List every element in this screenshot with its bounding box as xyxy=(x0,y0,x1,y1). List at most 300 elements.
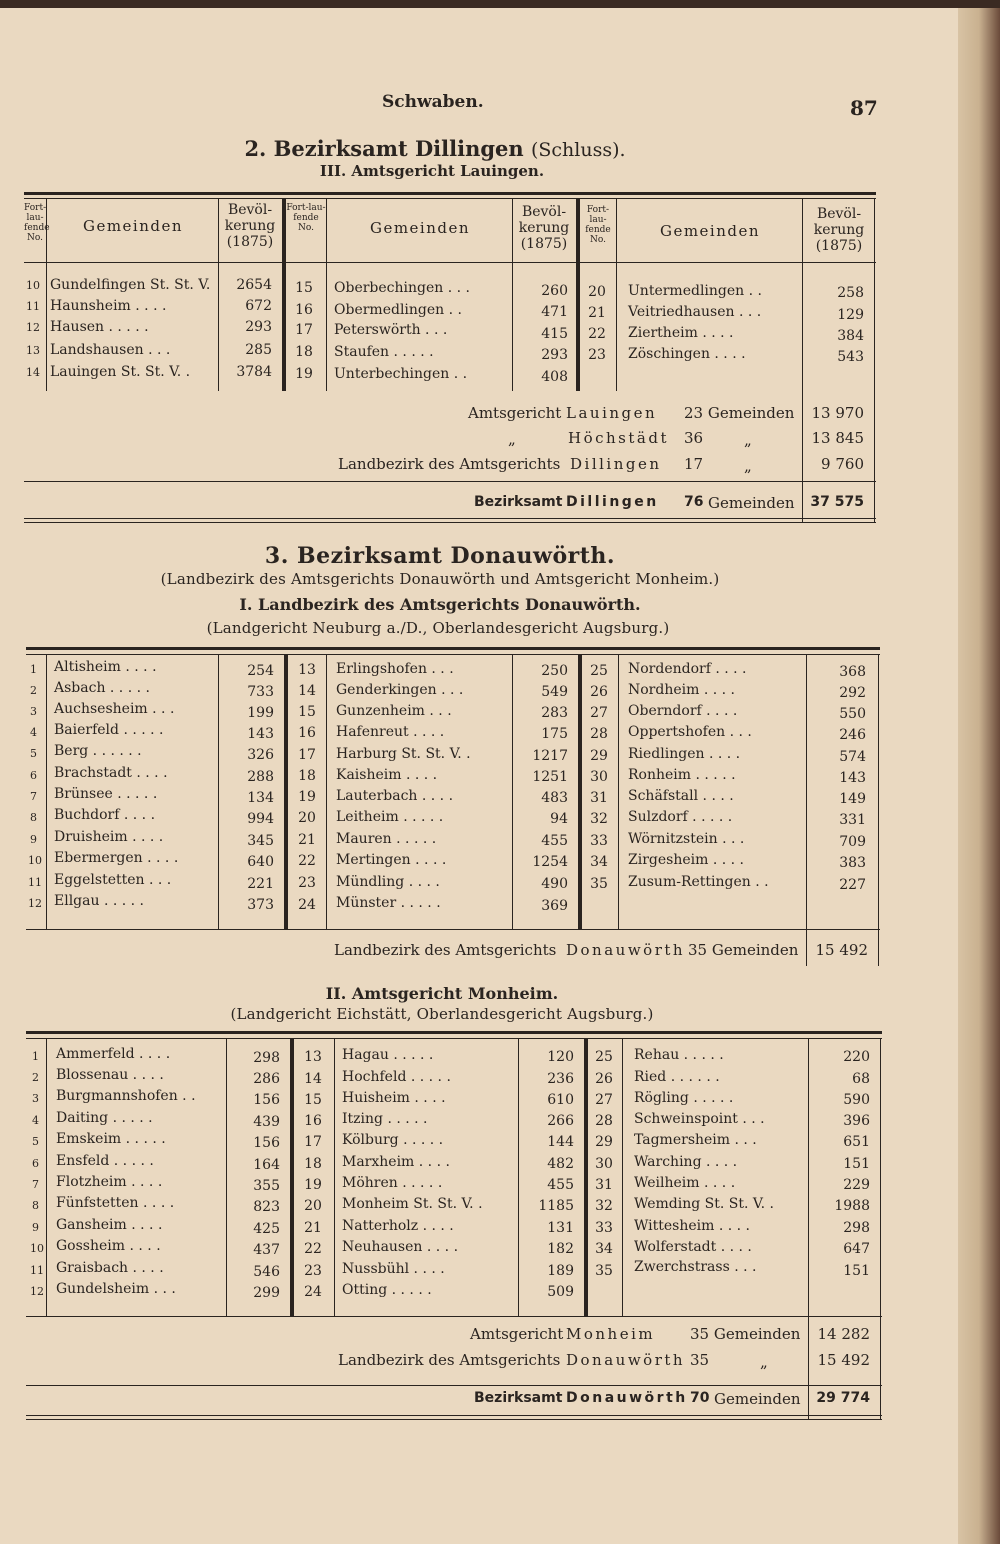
list-item-no: 29 xyxy=(590,748,608,764)
summary-place: Lauingen xyxy=(566,404,658,422)
list-item-name: Mauren . . . . . xyxy=(336,831,437,847)
grand-total: 37 575 xyxy=(810,494,864,510)
list-item-name: Ensfeld . . . . . xyxy=(56,1153,154,1169)
list-item-pop: 369 xyxy=(541,898,568,914)
list-item-name: Schäfstall . . . . xyxy=(628,788,734,804)
summary-total: 15 492 xyxy=(815,941,868,959)
list-item-pop: 490 xyxy=(541,876,568,892)
summary-ditto: „ xyxy=(508,430,516,448)
list-item-pop: 439 xyxy=(253,1114,280,1130)
list-item-pop: 1185 xyxy=(538,1198,574,1214)
list-item-no: 8 xyxy=(30,811,37,824)
list-item-pop: 1251 xyxy=(532,769,568,785)
list-item-name: Erlingshofen . . . xyxy=(336,661,454,677)
list-item-name: Gansheim . . . . xyxy=(56,1217,163,1233)
list-item-no: 14 xyxy=(304,1071,322,1087)
list-item-no: 26 xyxy=(595,1071,613,1087)
list-item-pop: 227 xyxy=(839,877,866,893)
list-item-no: 18 xyxy=(298,768,316,784)
list-item-no: 13 xyxy=(304,1049,322,1065)
list-item-no: 23 xyxy=(588,347,606,363)
list-item-pop: 733 xyxy=(247,684,274,700)
list-item-name: Itzing . . . . . xyxy=(342,1111,428,1127)
list-item-pop: 229 xyxy=(843,1177,870,1193)
list-item-pop: 1217 xyxy=(532,748,568,764)
grand-place: Dillingen xyxy=(566,494,659,510)
list-item-no: 20 xyxy=(298,810,316,826)
list-item-pop: 610 xyxy=(547,1092,574,1108)
list-item-no: 14 xyxy=(26,366,40,379)
list-item-name: Monheim St. St. V. . xyxy=(342,1196,483,1212)
summary-count: 35 Gemeinden xyxy=(688,941,799,959)
list-item-no: 27 xyxy=(595,1092,613,1108)
list-item-no: 21 xyxy=(588,305,606,321)
list-item-no: 19 xyxy=(304,1177,322,1193)
list-item-pop: 260 xyxy=(541,283,568,299)
list-item-no: 7 xyxy=(32,1178,39,1191)
list-item-pop: 709 xyxy=(839,834,866,850)
list-item-pop: 131 xyxy=(547,1220,574,1236)
list-item-pop: 373 xyxy=(247,897,274,913)
list-item-pop: 258 xyxy=(837,285,864,301)
list-item-no: 4 xyxy=(30,726,37,739)
list-item-no: 26 xyxy=(590,684,608,700)
list-item-name: Landshausen . . . xyxy=(50,342,171,358)
list-item-pop: 298 xyxy=(253,1050,280,1066)
list-item-name: Lauterbach . . . . xyxy=(336,788,454,804)
list-item-pop: 250 xyxy=(541,663,568,679)
grand-total: 29 774 xyxy=(816,1390,870,1406)
list-item-no: 22 xyxy=(588,326,606,342)
col-head-no-3: Fort-lau-fende No. xyxy=(585,205,611,245)
list-item-no: 15 xyxy=(304,1092,322,1108)
list-item-pop: 383 xyxy=(839,855,866,871)
list-item-no: 1 xyxy=(32,1050,39,1063)
summary-label: Landbezirk des Amtsgerichts xyxy=(338,1351,561,1369)
list-item-pop: 189 xyxy=(547,1263,574,1279)
list-item-name: Veitriedhausen . . . xyxy=(628,304,762,320)
list-item-no: 11 xyxy=(26,300,40,313)
summary-count: 35 Gemeinden xyxy=(690,1325,801,1343)
list-item-no: 12 xyxy=(30,1285,44,1298)
list-item-pop: 482 xyxy=(547,1156,574,1172)
list-item-no: 24 xyxy=(298,897,316,913)
col-head-pop-3: Bevöl-kerung (1875) xyxy=(813,206,865,254)
list-item-no: 2 xyxy=(30,684,37,697)
list-item-no: 34 xyxy=(595,1241,613,1257)
list-item-name: Blossenau . . . . xyxy=(56,1067,164,1083)
list-item-pop: 144 xyxy=(547,1134,574,1150)
list-item-pop: 368 xyxy=(839,664,866,680)
list-item-pop: 415 xyxy=(541,326,568,342)
list-item-pop: 994 xyxy=(247,811,274,827)
list-item-no: 31 xyxy=(595,1177,613,1193)
list-item-pop: 483 xyxy=(541,790,568,806)
list-item-name: Brachstadt . . . . xyxy=(54,765,168,781)
list-item-name: Wittesheim . . . . xyxy=(634,1218,750,1234)
list-item-no: 32 xyxy=(595,1198,613,1214)
col-head-pop-2: Bevöl-kerung (1875) xyxy=(518,204,570,252)
list-item-no: 18 xyxy=(295,344,313,360)
list-item-name: Möhren . . . . . xyxy=(342,1175,443,1191)
list-item-pop: 651 xyxy=(843,1134,870,1150)
list-item-pop: 175 xyxy=(541,726,568,742)
list-item-pop: 288 xyxy=(247,769,274,785)
summary-place: Donauwörth xyxy=(566,1351,686,1369)
list-item-pop: 266 xyxy=(547,1113,574,1129)
list-item-no: 13 xyxy=(26,344,40,357)
list-item-pop: 151 xyxy=(843,1156,870,1172)
list-item-no: 25 xyxy=(590,663,608,679)
summary-place: Monheim xyxy=(566,1325,656,1343)
list-item-pop: 199 xyxy=(247,705,274,721)
list-item-name: Genderkingen . . . xyxy=(336,682,464,698)
list-item-name: Gundelfingen St. St. V. xyxy=(50,277,211,293)
list-item-name: Oberbechingen . . . xyxy=(334,280,470,296)
list-item-no: 5 xyxy=(30,747,37,760)
col-head-name-1: Gemeinden xyxy=(82,217,184,235)
list-item-no: 18 xyxy=(304,1156,322,1172)
summary-label: Amtsgericht xyxy=(470,1325,564,1343)
list-item-pop: 293 xyxy=(541,347,568,363)
list-item-no: 23 xyxy=(304,1263,322,1279)
list-item-name: Oberndorf . . . . xyxy=(628,703,738,719)
list-item-no: 10 xyxy=(30,1242,44,1255)
list-item-pop: 143 xyxy=(247,726,274,742)
list-item-name: Hausen . . . . . xyxy=(50,319,149,335)
list-item-name: Gunzenheim . . . xyxy=(336,703,452,719)
list-item-pop: 254 xyxy=(247,663,274,679)
list-item-pop: 134 xyxy=(247,790,274,806)
list-item-no: 2 xyxy=(32,1071,39,1084)
list-item-name: Leitheim . . . . . xyxy=(336,809,444,825)
summary-label: Amtsgericht xyxy=(468,404,562,422)
list-item-pop: 437 xyxy=(253,1242,280,1258)
list-item-name: Unterbechingen . . xyxy=(334,366,468,382)
list-item-name: Berg . . . . . . xyxy=(54,743,142,759)
list-item-name: Sulzdorf . . . . . xyxy=(628,809,733,825)
list-item-name: Asbach . . . . . xyxy=(54,680,150,696)
list-item-pop: 299 xyxy=(253,1285,280,1301)
list-item-name: Eggelstetten . . . xyxy=(54,872,172,888)
list-item-pop: 236 xyxy=(547,1071,574,1087)
list-item-name: Münster . . . . . xyxy=(336,895,441,911)
summary-place: Donauwörth xyxy=(566,941,686,959)
list-item-no: 24 xyxy=(304,1284,322,1300)
list-item-no: 30 xyxy=(590,769,608,785)
list-item-name: Wemding St. St. V. . xyxy=(634,1196,774,1212)
list-item-pop: 220 xyxy=(843,1049,870,1065)
list-item-pop: 672 xyxy=(245,298,272,314)
section-2-title-main: 2. Bezirksamt Dillingen xyxy=(244,136,524,161)
list-item-pop: 355 xyxy=(253,1178,280,1194)
list-item-pop: 543 xyxy=(837,349,864,365)
summary-place: Dillingen xyxy=(570,455,662,473)
list-item-name: Schweinspoint . . . xyxy=(634,1111,765,1127)
part-1-subtitle: I. Landbezirk des Amtsgerichts Donauwörth. xyxy=(239,595,641,614)
col-head-pop-1: Bevöl-kerung (1875) xyxy=(224,202,276,250)
list-item-name: Gossheim . . . . xyxy=(56,1238,161,1254)
list-item-name: Staufen . . . . . xyxy=(334,344,434,360)
summary-count: 35 xyxy=(690,1351,710,1369)
list-item-name: Ammerfeld . . . . xyxy=(56,1046,171,1062)
list-item-name: Huisheim . . . . xyxy=(342,1090,446,1106)
list-item-pop: 331 xyxy=(839,812,866,828)
list-item-name: Buchdorf . . . . xyxy=(54,807,156,823)
list-item-no: 19 xyxy=(295,366,313,382)
list-item-no: 23 xyxy=(298,875,316,891)
list-item-name: Mündling . . . . xyxy=(336,874,440,890)
list-item-no: 16 xyxy=(298,725,316,741)
col-head-no-1: Fort-lau-fende No. xyxy=(24,203,50,243)
list-item-name: Brünsee . . . . . xyxy=(54,786,158,802)
list-item-name: Riedlingen . . . . xyxy=(628,746,741,762)
list-item-name: Druisheim . . . . xyxy=(54,829,164,845)
list-item-no: 28 xyxy=(595,1113,613,1129)
list-item-pop: 164 xyxy=(253,1157,280,1173)
list-item-pop: 384 xyxy=(837,328,864,344)
list-item-name: Haunsheim . . . . xyxy=(50,298,167,314)
list-item-no: 15 xyxy=(298,704,316,720)
summary-total: 14 282 xyxy=(817,1325,870,1343)
list-item-pop: 549 xyxy=(541,684,568,700)
list-item-pop: 425 xyxy=(253,1221,280,1237)
list-item-no: 6 xyxy=(30,769,37,782)
list-item-pop: 396 xyxy=(843,1113,870,1129)
list-item-name: Auchsesheim . . . xyxy=(54,701,175,717)
list-item-name: Ellgau . . . . . xyxy=(54,893,145,909)
summary-total: 9 760 xyxy=(821,455,864,473)
list-item-pop: 345 xyxy=(247,833,274,849)
list-item-pop: 326 xyxy=(247,747,274,763)
list-item-no: 11 xyxy=(30,1264,44,1277)
right-page-edge xyxy=(958,8,1000,1544)
list-item-name: Wolferstadt . . . . xyxy=(634,1239,752,1255)
list-item-name: Graisbach . . . . xyxy=(56,1260,164,1276)
summary-ditto: „ xyxy=(744,457,752,475)
list-item-pop: 283 xyxy=(541,705,568,721)
list-item-name: Ried . . . . . . xyxy=(634,1069,720,1085)
list-item-name: Hochfeld . . . . . xyxy=(342,1069,451,1085)
list-item-no: 27 xyxy=(590,705,608,721)
list-item-pop: 149 xyxy=(839,791,866,807)
list-item-pop: 590 xyxy=(843,1092,870,1108)
list-item-pop: 574 xyxy=(839,749,866,765)
page-number: 87 xyxy=(850,96,878,120)
list-item-name: Baierfeld . . . . . xyxy=(54,722,164,738)
list-item-name: Zwerchstrass . . . xyxy=(634,1259,757,1275)
list-item-no: 10 xyxy=(26,279,40,292)
list-item-name: Emskeim . . . . . xyxy=(56,1131,166,1147)
grand-count: 76 xyxy=(684,494,704,510)
list-item-no: 16 xyxy=(295,302,313,318)
list-item-name: Tagmersheim . . . xyxy=(634,1132,757,1148)
list-item-pop: 823 xyxy=(253,1199,280,1215)
list-item-name: Wörnitzstein . . . xyxy=(628,831,745,847)
list-item-pop: 640 xyxy=(247,854,274,870)
grand-unit: Gemeinden xyxy=(708,494,795,512)
list-item-no: 33 xyxy=(590,833,608,849)
list-item-no: 22 xyxy=(304,1241,322,1257)
list-item-pop: 151 xyxy=(843,1263,870,1279)
list-item-name: Neuhausen . . . . xyxy=(342,1239,459,1255)
list-item-pop: 1988 xyxy=(834,1198,870,1214)
list-item-no: 12 xyxy=(26,321,40,334)
list-item-no: 1 xyxy=(30,663,37,676)
list-item-no: 22 xyxy=(298,853,316,869)
list-item-pop: 455 xyxy=(547,1177,574,1193)
list-item-name: Obermedlingen . . xyxy=(334,302,462,318)
section-2-title xyxy=(35,136,835,161)
list-item-no: 9 xyxy=(32,1221,39,1234)
list-item-no: 10 xyxy=(28,854,42,867)
col-head-no-2: Fort-lau-fende No. xyxy=(286,203,326,233)
list-item-name: Warching . . . . xyxy=(634,1154,738,1170)
grand-label: Bezirksamt xyxy=(474,1390,563,1406)
summary-count: 17 xyxy=(684,455,704,473)
list-item-no: 17 xyxy=(304,1134,322,1150)
section-3-title: 3. Bezirksamt Donauwörth. xyxy=(264,543,616,569)
list-item-name: Oppertshofen . . . xyxy=(628,724,752,740)
list-item-no: 29 xyxy=(595,1134,613,1150)
list-item-no: 21 xyxy=(304,1220,322,1236)
list-item-name: Fünfstetten . . . . xyxy=(56,1195,175,1211)
part-1-note: (Landgericht Neuburg a./D., Oberlandesgericht Augsburg.) xyxy=(206,619,670,637)
list-item-pop: 285 xyxy=(245,342,272,358)
list-item-no: 5 xyxy=(32,1135,39,1148)
list-item-name: Peterswörth . . . xyxy=(334,322,448,338)
list-item-pop: 68 xyxy=(852,1071,870,1087)
list-item-name: Nordendorf . . . . xyxy=(628,661,747,677)
list-item-pop: 408 xyxy=(541,369,568,385)
list-item-no: 32 xyxy=(590,811,608,827)
list-item-pop: 156 xyxy=(253,1135,280,1151)
list-item-pop: 293 xyxy=(245,319,272,335)
list-item-no: 17 xyxy=(298,747,316,763)
list-item-no: 25 xyxy=(595,1049,613,1065)
list-item-no: 20 xyxy=(588,284,606,300)
list-item-no: 20 xyxy=(304,1198,322,1214)
list-item-pop: 1254 xyxy=(532,854,568,870)
list-item-name: Ebermergen . . . . xyxy=(54,850,179,866)
summary-place: Höchstädt xyxy=(568,429,669,447)
list-item-pop: 647 xyxy=(843,1241,870,1257)
list-item-pop: 143 xyxy=(839,770,866,786)
list-item-no: 4 xyxy=(32,1114,39,1127)
list-item-no: 21 xyxy=(298,832,316,848)
summary-total: 13 970 xyxy=(811,404,864,422)
list-item-name: Zusum-Rettingen . . xyxy=(628,874,769,890)
grand-unit: Gemeinden xyxy=(714,1390,801,1408)
summary-total: 13 845 xyxy=(811,429,864,447)
list-item-pop: 129 xyxy=(837,307,864,323)
list-item-no: 7 xyxy=(30,790,37,803)
list-item-name: Weilheim . . . . xyxy=(634,1175,736,1191)
list-item-name: Untermedlingen . . xyxy=(628,283,762,299)
list-item-no: 14 xyxy=(298,683,316,699)
list-item-no: 15 xyxy=(295,280,313,296)
list-item-no: 33 xyxy=(595,1220,613,1236)
list-item-no: 28 xyxy=(590,726,608,742)
list-item-name: Rehau . . . . . xyxy=(634,1047,724,1063)
list-item-pop: 94 xyxy=(550,811,568,827)
list-item-pop: 2654 xyxy=(236,277,272,293)
list-item-name: Zirgesheim . . . . xyxy=(628,852,744,868)
list-item-no: 34 xyxy=(590,854,608,870)
list-item-pop: 546 xyxy=(253,1264,280,1280)
list-item-no: 31 xyxy=(590,790,608,806)
list-item-name: Mertingen . . . . xyxy=(336,852,447,868)
list-item-pop: 221 xyxy=(247,876,274,892)
list-item-name: Harburg St. St. V. . xyxy=(336,746,471,762)
list-item-no: 16 xyxy=(304,1113,322,1129)
summary-count: 23 Gemeinden xyxy=(684,404,795,422)
list-item-no: 19 xyxy=(298,789,316,805)
list-item-pop: 455 xyxy=(541,833,568,849)
list-item-name: Hagau . . . . . xyxy=(342,1047,434,1063)
part-2-subtitle: II. Amtsgericht Monheim. xyxy=(325,984,559,1003)
list-item-name: Hafenreut . . . . xyxy=(336,724,445,740)
summary-label: Landbezirk des Amtsgerichts xyxy=(334,941,557,959)
summary-ditto: „ xyxy=(760,1353,768,1371)
summary-ditto: „ xyxy=(744,431,752,449)
grand-place: Donauwörth xyxy=(566,1390,688,1406)
section-3-note: (Landbezirk des Amtsgerichts Donauwörth und Amtsgericht Monheim.) xyxy=(160,570,720,588)
list-item-no: 35 xyxy=(595,1263,613,1279)
summary-label: Landbezirk des Amtsgerichts xyxy=(338,455,561,473)
list-item-pop: 550 xyxy=(839,706,866,722)
list-item-name: Burgmannshofen . . xyxy=(56,1088,196,1104)
list-item-pop: 182 xyxy=(547,1241,574,1257)
list-item-no: 6 xyxy=(32,1157,39,1170)
list-item-pop: 292 xyxy=(839,685,866,701)
section-2-title-suffix: (Schluss). xyxy=(530,139,626,161)
list-item-name: Altisheim . . . . xyxy=(54,659,157,675)
list-item-name: Ronheim . . . . . xyxy=(628,767,736,783)
summary-total: 15 492 xyxy=(817,1351,870,1369)
list-item-no: 3 xyxy=(30,705,37,718)
list-item-pop: 246 xyxy=(839,727,866,743)
grand-count: 70 xyxy=(690,1390,710,1406)
list-item-name: Rögling . . . . . xyxy=(634,1090,734,1106)
list-item-no: 35 xyxy=(590,876,608,892)
list-item-pop: 286 xyxy=(253,1071,280,1087)
part-2-note: (Landgericht Eichstätt, Oberlandesgericht Augsburg.) xyxy=(230,1005,654,1023)
list-item-name: Otting . . . . . xyxy=(342,1282,432,1298)
list-item-no: 12 xyxy=(28,897,42,910)
list-item-no: 3 xyxy=(32,1092,39,1105)
summary-count: 36 xyxy=(684,429,704,447)
list-item-no: 30 xyxy=(595,1156,613,1172)
list-item-pop: 471 xyxy=(541,304,568,320)
list-item-name: Lauingen St. St. V. . xyxy=(50,364,191,380)
list-item-no: 11 xyxy=(28,876,42,889)
grand-label: Bezirksamt xyxy=(474,494,563,510)
list-item-name: Marxheim . . . . xyxy=(342,1154,450,1170)
list-item-no: 13 xyxy=(298,662,316,678)
list-item-no: 17 xyxy=(295,322,313,338)
col-head-name-2: Gemeinden xyxy=(369,219,471,237)
list-item-pop: 120 xyxy=(547,1049,574,1065)
running-title: Schwaben. xyxy=(382,92,484,112)
list-item-pop: 3784 xyxy=(236,364,272,380)
list-item-name: Ziertheim . . . . xyxy=(628,325,734,341)
list-item-name: Kölburg . . . . . xyxy=(342,1132,444,1148)
list-item-pop: 298 xyxy=(843,1220,870,1236)
list-item-no: 9 xyxy=(30,833,37,846)
list-item-name: Nussbühl . . . . xyxy=(342,1261,445,1277)
list-item-pop: 156 xyxy=(253,1092,280,1108)
